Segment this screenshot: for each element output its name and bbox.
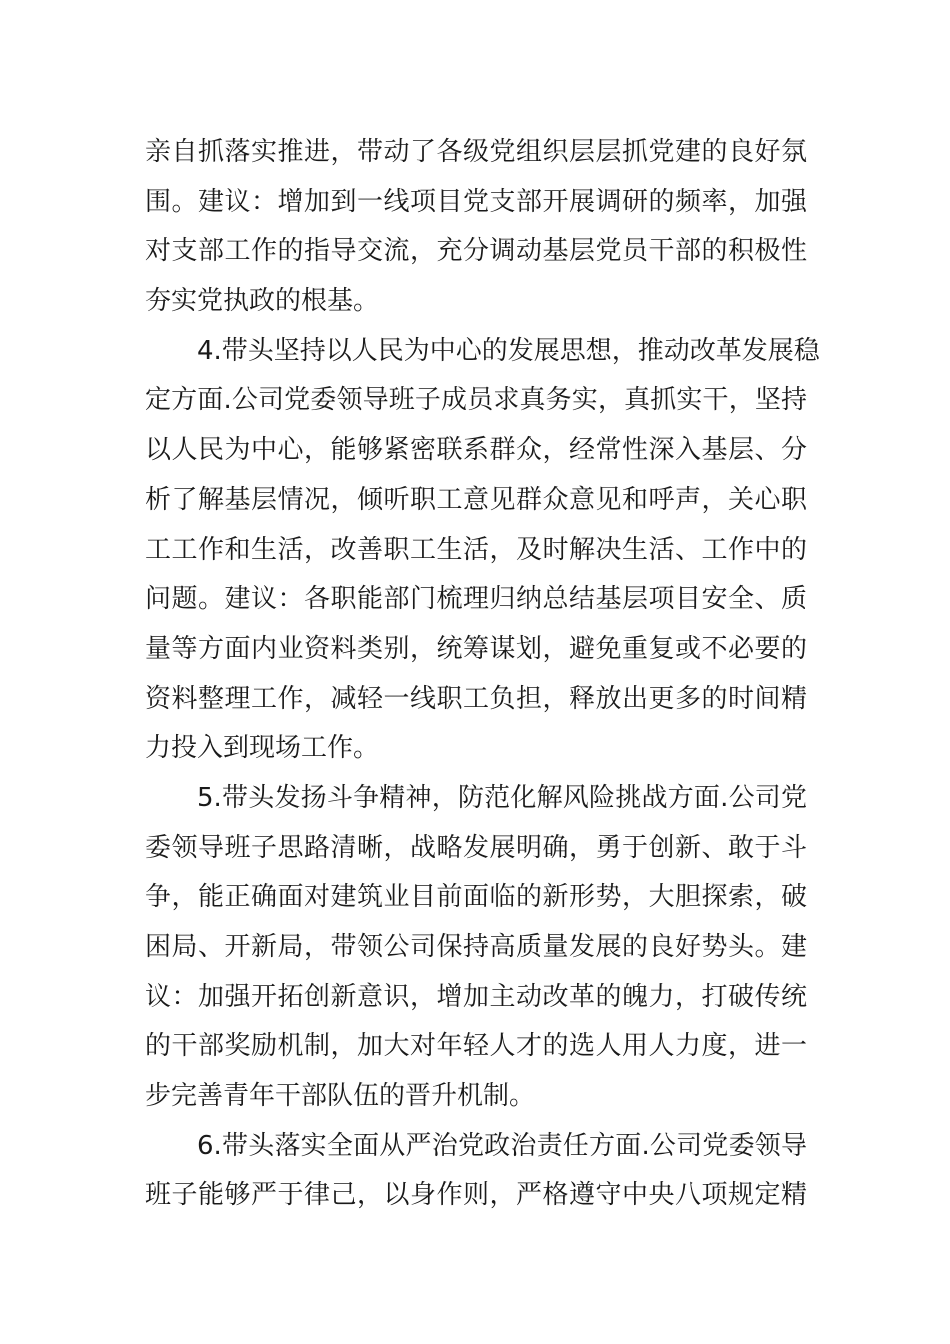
text-line: 围。建议：增加到一线项目党支部开展调研的频率，加强 (145, 186, 807, 217)
text-line: 工工作和生活，改善职工生活，及时解决生活、工作中的 (145, 534, 807, 565)
text-line: 资料整理工作，减轻一线职工负担，释放出更多的时间精 (145, 683, 807, 714)
text-line: 对支部工作的指导交流，充分调动基层党员干部的积极性 (145, 236, 807, 267)
text-line: 议：加强开拓创新意识，增加主动改革的魄力，打破传统 (145, 981, 807, 1012)
text-line: 争，能正确面对建筑业目前面临的新形势，大胆探索，破 (145, 882, 807, 913)
text-line: 步完善青年干部队伍的晋升机制。 (145, 1081, 536, 1112)
text-line: 的干部奖励机制，加大对年轻人才的选人用人力度，进一 (145, 1031, 807, 1062)
text-line: 量等方面内业资料类别，统筹谋划，避免重复或不必要的 (145, 633, 807, 664)
paragraph-continuation (145, 128, 807, 327)
paragraph-item-6 (145, 1122, 807, 1221)
paragraph-item-5 (145, 774, 807, 1122)
text-line: 5.带头发扬斗争精神，防范化解风险挑战方面.公司党 (197, 782, 807, 813)
text-line: 班子能够严于律己，以身作则，严格遵守中央八项规定精 (145, 1180, 807, 1211)
text-line: 亲自抓落实推进，带动了各级党组织层层抓党建的良好氛 (145, 137, 807, 167)
text-line: 困局、开新局，带领公司保持高质量发展的良好势头。建 (145, 932, 807, 962)
text-line: 夯实党执政的根基。 (145, 286, 380, 317)
text-line: 力投入到现场工作。 (145, 733, 380, 764)
text-line: 6.带头落实全面从严治党政治责任方面.公司党委领导 (197, 1130, 807, 1161)
text-line: 析了解基层情况，倾听职工意见群众意见和呼声，关心职 (145, 484, 807, 515)
document-body (145, 128, 820, 1221)
text-line: 定方面.公司党委领导班子成员求真务实，真抓实干，坚持 (145, 385, 807, 416)
text-line: 问题。建议：各职能部门梳理归纳总结基层项目安全、质 (145, 584, 807, 615)
text-line: 4.带头坚持以人民为中心的发展思想，推动改革发展稳 (197, 335, 820, 366)
paragraph-item-4 (145, 327, 820, 774)
text-line: 委领导班子思路清晰，战略发展明确，勇于创新、敢于斗 (145, 832, 807, 863)
text-line: 以人民为中心，能够紧密联系群众，经常性深入基层、分 (145, 435, 807, 466)
